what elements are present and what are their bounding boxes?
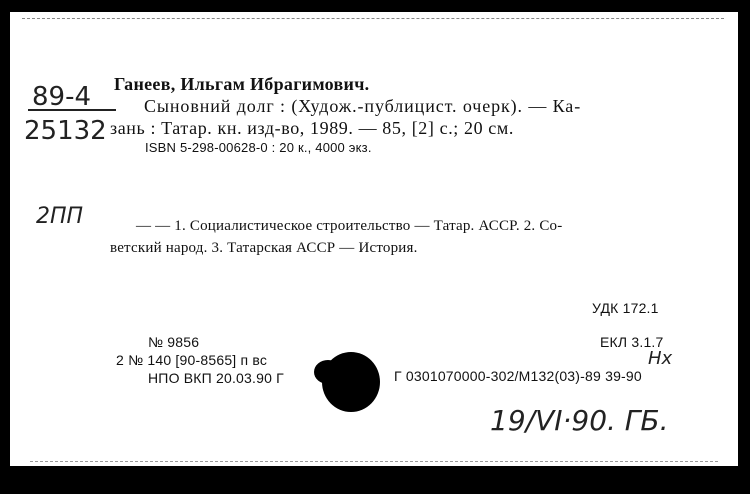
catalog-card [10, 12, 738, 466]
gost-code: Г 0301070000-302/М132(03)-89 39-90 [394, 368, 642, 384]
udk-code: УДК 172.1 [592, 300, 659, 316]
handwritten-shelfmark-bottom: 25132 [24, 116, 107, 146]
handwritten-date: 19/VI·90. ГБ. [490, 404, 669, 437]
shelfmark-divider [28, 109, 116, 111]
ekl-code: ЕКЛ 3.1.7 [600, 334, 664, 350]
ink-blot [322, 352, 380, 412]
title-line-1: Сыновний долг : (Худож.-публицист. очерк). — Ка- [144, 96, 582, 116]
handwritten-initials: Нх [648, 348, 673, 369]
handwritten-shelfmark-top: 89-4 [32, 82, 92, 112]
title-line-2: зань : Татар. кн. изд-во, 1989. — 85, [2] с.; 20 см. [110, 118, 514, 138]
subjects-line-2: ветский народ. 3. Татарская АССР — История. [110, 240, 418, 256]
bottom-dashed-edge [30, 461, 718, 462]
subjects-line-1: — — 1. Социалистическое строительство — Татар. АССР. 2. Со- [136, 218, 563, 234]
author-heading: Ганеев, Ильгам Ибрагимович. [114, 74, 370, 94]
handwritten-mark: 2ПП [36, 204, 84, 229]
isbn-line: ISBN 5-298-00628-0 : 20 к., 4000 экз. [145, 140, 372, 155]
order-line: 2 № 140 [90-8565] п вс [116, 352, 268, 368]
card-number: № 9856 [148, 334, 200, 350]
npo-line: НПО ВКП 20.03.90 Г [148, 370, 284, 386]
